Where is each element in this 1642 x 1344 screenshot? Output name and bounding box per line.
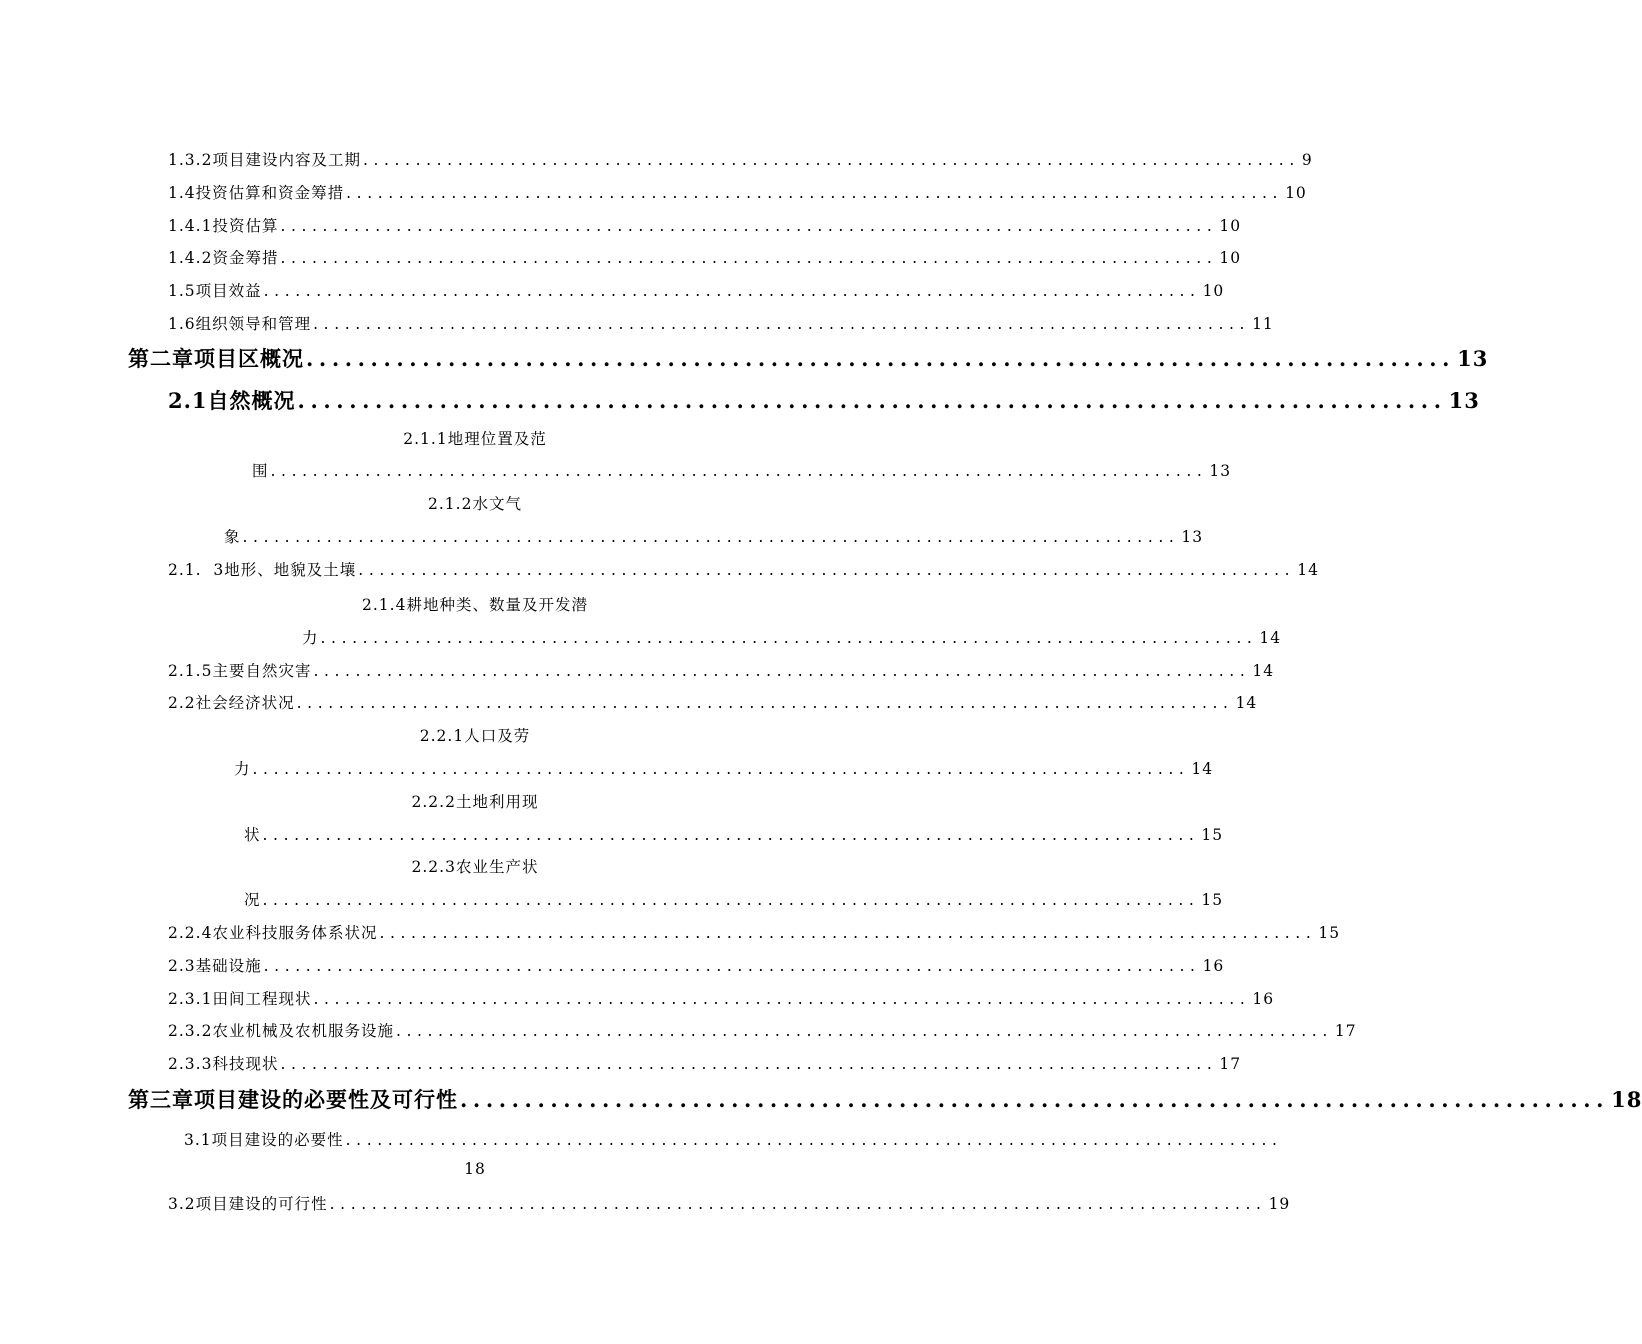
toc-entry-title: 3.1项目建设的必要性	[184, 1131, 344, 1149]
toc-entry-page: 9	[1301, 151, 1313, 169]
dot-leader: .........................................................................................	[329, 1195, 1267, 1213]
dot-leader: .........................................................................................	[313, 990, 1251, 1008]
toc-entry-page: 15	[1318, 924, 1341, 942]
toc-entry-page: 16	[1252, 990, 1275, 1008]
toc-entry-page: 10	[1219, 217, 1242, 235]
toc-entry-page: 18	[1611, 1087, 1642, 1112]
toc-entry-page: 15	[1201, 891, 1224, 909]
dot-leader: .........................................................................................	[262, 826, 1200, 844]
toc-entry-page: 14	[1191, 760, 1214, 778]
toc-entry-title: 2.3.2农业机械及农机服务设施	[168, 1022, 394, 1040]
toc-entry-title-line2: 状	[244, 826, 261, 844]
toc-chapter-entry[interactable]	[128, 343, 1489, 373]
toc-entry-page: 13	[1181, 528, 1204, 546]
dot-leader: .........................................................................................	[280, 249, 1218, 267]
toc-entry[interactable]	[168, 558, 1319, 580]
dot-leader: .........................................................................................	[270, 462, 1208, 480]
dot-leader: .........................................................................................	[346, 184, 1284, 202]
toc-entry[interactable]	[168, 246, 1242, 268]
toc-entry-title: 1.4投资估算和资金筹措	[168, 184, 345, 202]
toc-entry[interactable]	[184, 1128, 1283, 1150]
dot-leader: .........................................................................................	[460, 1087, 1610, 1112]
toc-entry[interactable]	[168, 148, 1313, 170]
toc-entry-title: 项目建设的必要性及可行性	[194, 1087, 458, 1112]
toc-entry-page: 10	[1285, 184, 1307, 202]
toc-entry-title: 2.3基础设施	[168, 957, 262, 975]
toc-entry-title: 2.1.5主要自然灾害	[168, 662, 312, 680]
toc-entry-title: 2.3.1田间工程现状	[168, 990, 312, 1008]
toc-chapter-entry[interactable]	[128, 1084, 1642, 1114]
toc-entry-page: 10	[1202, 282, 1225, 300]
dot-leader: .........................................................................................	[306, 346, 1456, 371]
dot-leader: .........................................................................................	[345, 1131, 1283, 1149]
toc-entry-title-line2: 况	[244, 891, 261, 909]
dot-leader: .........................................................................................	[280, 1055, 1218, 1073]
toc-entry-title-line2: 力	[302, 629, 319, 647]
toc-entry-title-line1: 2.2.2土地利用现	[411, 793, 539, 811]
toc-entry[interactable]	[168, 312, 1274, 334]
toc-entry-title: 2.2社会经济状况	[168, 694, 295, 712]
toc-entry[interactable]	[168, 279, 1225, 301]
toc-entry-page: 19	[1268, 1195, 1291, 1213]
toc-chapter-label: 第二章	[128, 346, 194, 371]
toc-entry[interactable]	[168, 1192, 1291, 1214]
toc-entry-page: 13	[1448, 388, 1480, 413]
toc-entry-page: 13	[1457, 346, 1489, 371]
dot-leader: .........................................................................................	[262, 891, 1200, 909]
toc-entry-page: 13	[1209, 462, 1232, 480]
dot-leader: .........................................................................................	[395, 1022, 1333, 1040]
dot-leader: .........................................................................................	[313, 315, 1251, 333]
toc-entry[interactable]	[168, 954, 1225, 976]
dot-leader: .........................................................................................	[362, 151, 1300, 169]
dot-leader: .........................................................................................	[320, 629, 1258, 647]
toc-entry[interactable]	[168, 659, 1275, 681]
toc-entry-title-line1: 2.1.4耕地种类、数量及开发潜	[362, 596, 588, 614]
toc-entry-title: 1.4.1投资估算	[168, 217, 279, 235]
toc-entry[interactable]	[224, 525, 1204, 547]
toc-entry-title: 2.3.3科技现状	[168, 1055, 279, 1073]
toc-entry-title: 2.1自然概况	[168, 388, 296, 413]
toc-entry-page: 14	[1235, 694, 1258, 712]
toc-entry[interactable]	[252, 459, 1232, 481]
toc-entry[interactable]	[168, 921, 1341, 943]
toc-entry-title-line1: 2.1.2水文气	[428, 495, 522, 513]
dot-leader: .........................................................................................	[297, 388, 1447, 413]
toc-entry-page: 14	[1259, 629, 1282, 647]
dot-leader: .........................................................................................	[358, 561, 1296, 579]
toc-entry-title-line2: 象	[224, 528, 241, 546]
dot-leader: .........................................................................................	[263, 282, 1201, 300]
dot-leader: .........................................................................................	[242, 528, 1180, 546]
toc-entry[interactable]	[234, 757, 1214, 779]
toc-entry[interactable]	[244, 888, 1224, 910]
toc-chapter-label: 第三章	[128, 1087, 194, 1112]
toc-entry-title-line1: 2.2.3农业生产状	[411, 858, 539, 876]
toc-entry-page: 18	[464, 1160, 486, 1178]
toc-entry-title-line1: 2.1.1地理位置及范	[403, 430, 547, 448]
dot-leader: .........................................................................................	[280, 217, 1218, 235]
toc-entry-title: 项目区概况	[194, 346, 304, 371]
toc-entry[interactable]	[168, 987, 1275, 1009]
toc-entry-title-line2: 力	[234, 760, 251, 778]
toc-entry-page: 14	[1297, 561, 1319, 579]
toc-entry[interactable]	[168, 181, 1307, 203]
toc-entry-title: 2.1. 3地形、地貌及土壤	[168, 561, 357, 579]
toc-entry-title-line2: 围	[252, 462, 269, 480]
toc-entry[interactable]	[168, 214, 1242, 236]
toc-entry-page: 16	[1202, 957, 1225, 975]
toc-entry[interactable]	[168, 1052, 1242, 1074]
toc-entry-page: 10	[1219, 249, 1242, 267]
toc-entry-title: 3.2项目建设的可行性	[168, 1195, 328, 1213]
toc-entry-page: 14	[1252, 662, 1275, 680]
dot-leader: .........................................................................................	[296, 694, 1234, 712]
dot-leader: .........................................................................................	[313, 662, 1251, 680]
toc-entry[interactable]	[168, 691, 1258, 713]
toc-entry-page: 15	[1201, 826, 1224, 844]
toc-entry-page: 11	[1252, 315, 1274, 333]
toc-entry-title: 1.4.2资金筹措	[168, 249, 279, 267]
dot-leader: .........................................................................................	[263, 957, 1201, 975]
toc-entry-title: 1.6组织领导和管理	[168, 315, 312, 333]
toc-entry-title: 1.5项目效益	[168, 282, 262, 300]
dot-leader: .........................................................................................	[252, 760, 1190, 778]
toc-entry-page: 17	[1219, 1055, 1242, 1073]
toc-entry-page: 17	[1334, 1022, 1357, 1040]
toc-section-entry[interactable]	[168, 385, 1480, 415]
toc-entry-title: 1.3.2项目建设内容及工期	[168, 151, 361, 169]
dot-leader: .........................................................................................	[379, 924, 1317, 942]
toc-entry[interactable]	[168, 1019, 1357, 1041]
toc-entry[interactable]	[302, 626, 1282, 648]
toc-entry[interactable]	[244, 823, 1224, 845]
toc-entry-title-line1: 2.2.1人口及劳	[419, 727, 531, 745]
toc-entry-title: 2.2.4农业科技服务体系状况	[168, 924, 378, 942]
